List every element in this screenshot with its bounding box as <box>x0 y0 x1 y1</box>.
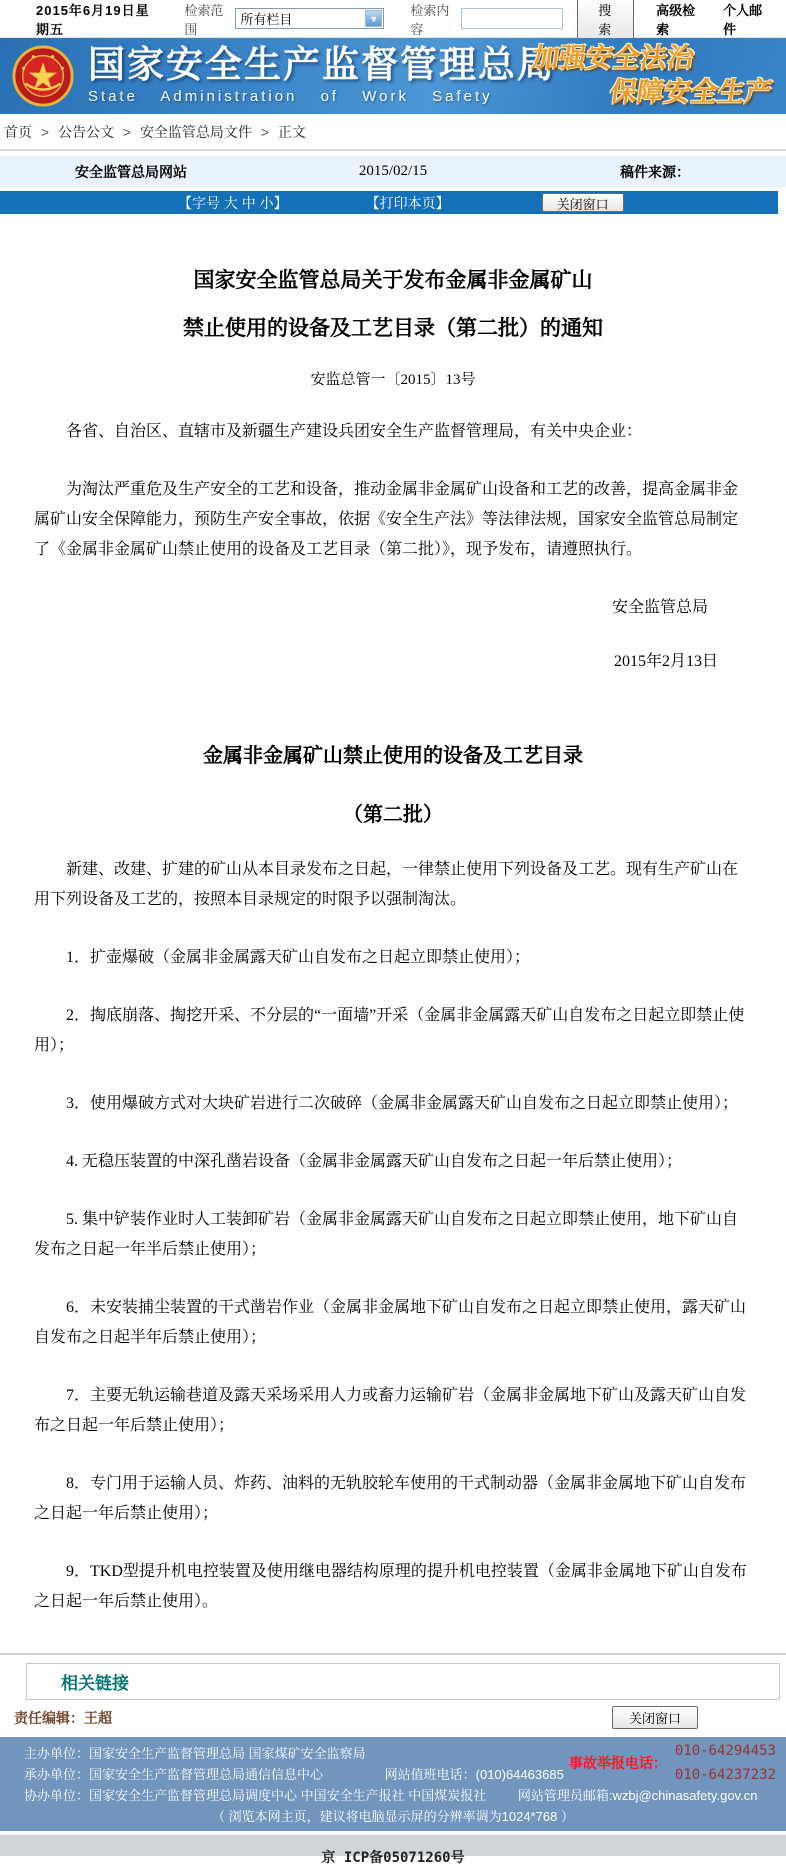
icp-strip <box>0 1835 786 1866</box>
breadcrumb-agency-documents[interactable]: 安全监管总局文件 <box>139 124 252 140</box>
catalog-title: 金属非金属矿山禁止使用的设备及工艺目录 <box>203 745 583 767</box>
footer-duty-phone: 网站值班电话：(010)64463685 <box>384 1767 564 1782</box>
accident-report-label: 事故举报电话： <box>568 1755 667 1771</box>
prohibited-item: 5. 集中铲装作业时人工装卸矿岩（金属非金属露天矿山自发布之日起立即禁止使用，地下矿山自发布之日起一年半后禁止使用）； <box>34 1211 739 1258</box>
accident-report-block <box>569 1739 776 1787</box>
prohibited-item: 1．扩壶爆破（金属非金属露天矿山自发布之日起立即禁止使用）； <box>66 949 531 966</box>
publish-date: 2015/02/15 <box>358 163 428 179</box>
prohibited-items-list <box>34 943 752 1617</box>
breadcrumb-current: 正文 <box>277 124 306 140</box>
banner-slogans <box>530 42 775 110</box>
slogan-line2: 保障安全生产 <box>608 76 775 107</box>
site-footer <box>0 1737 786 1831</box>
document-number: 安监总管一〔2015〕13号 <box>310 372 476 388</box>
article-toolbar <box>0 191 778 214</box>
prohibited-item: 4. 无稳压装置的中深孔凿岩设备（金属非金属露天矿山自发布之日起一年后禁止使用）； <box>66 1153 683 1170</box>
related-links-divider <box>0 1653 786 1655</box>
catalog-subtitle: （第二批） <box>343 804 443 826</box>
accident-report-phone-1: 010-64294453 <box>674 1743 776 1759</box>
related-links-title: 相关链接 <box>61 1674 129 1693</box>
search-scope-select[interactable] <box>235 8 384 29</box>
font-size-control[interactable]: 【字号 大 中 小】 <box>178 194 288 211</box>
slogan-line1: 加强安全法治 <box>530 43 697 73</box>
top-search-bar <box>0 0 786 38</box>
search-button[interactable]: 搜 索 <box>577 0 634 41</box>
article-body <box>0 214 786 1627</box>
site-banner <box>0 38 786 114</box>
breadcrumb-separator: > <box>122 124 132 140</box>
prohibited-item: 6．未安装捕尘装置的干式凿岩作业（金属非金属地下矿山自发布之日起立即禁止使用，露天矿山自发布之日起半年后禁止使用）； <box>34 1299 747 1346</box>
breadcrumb <box>0 114 786 151</box>
footer-undertaker-line: 承办单位：国家安全生产监督管理总局通信信息中心 <box>24 1767 324 1782</box>
site-title-english: State Administration of Work Safety <box>88 88 493 106</box>
article-info-bar <box>0 156 786 187</box>
breadcrumb-home[interactable]: 首页 <box>4 124 32 140</box>
footer-resolution-note: （ 浏览本网主页，建议将电脑显示屏的分辨率调为1024*768 ） <box>212 1809 574 1824</box>
agency-emblem-icon <box>12 45 74 107</box>
article-title-line2: 禁止使用的设备及工艺目录（第二批）的通知 <box>183 316 603 340</box>
search-scope-value: 所有栏目 <box>240 12 293 27</box>
signature-date: 2015年2月13日 <box>613 653 718 670</box>
search-content-input[interactable] <box>461 8 563 29</box>
related-links-box <box>26 1663 780 1700</box>
responsible-editor: 责任编辑：王超 <box>14 1709 112 1726</box>
editor-row <box>0 1700 786 1735</box>
search-content-label: 检索内容 <box>410 2 450 37</box>
site-title: 国家安全生产监督管理总局 <box>88 44 556 86</box>
breadcrumb-announcements[interactable]: 公告公文 <box>57 124 114 140</box>
footer-organizer-line: 主办单位：国家安全生产监督管理总局 国家煤矿安全监察局 <box>24 1746 366 1761</box>
print-page-control[interactable]: 【打印本页】 <box>365 194 450 211</box>
breadcrumb-separator: > <box>40 124 50 140</box>
article-title-line1: 国家安全监管总局关于发布金属非金属矿山 <box>193 268 593 292</box>
close-window-button-bottom[interactable]: 关闭窗口 <box>612 1706 698 1729</box>
manuscript-source-label: 稿件来源： <box>620 163 690 180</box>
prohibited-item: 8．专门用于运输人员、炸药、油料的无轨胶轮车使用的干式制动器（金属非金属地下矿山自发布之日起一年后禁止使用）； <box>34 1475 747 1522</box>
current-date: 2015年6月19日星期五 <box>36 2 150 37</box>
advanced-search-link[interactable]: 高级检索 <box>656 2 696 37</box>
prohibited-item: 7．主要无轨运输巷道及露天采场采用人力或畜力运输矿岩（金属非金属地下矿山及露天矿山自发布之日起一年后禁止使用）； <box>34 1387 747 1434</box>
close-window-button[interactable]: 关闭窗口 <box>542 193 624 212</box>
intro-paragraph: 为淘汰严重危及生产安全的工艺和设备，推动金属非金属矿山设备和工艺的改善，提高金属非金属矿山安全保障能力，预防生产安全事故，依据《安全生产法》等法律法规，国家安全监管总局制定了《金属非金属矿山禁止使用的设备及工艺目录（第二批）》，现予发布，请遵照执行。 <box>34 481 739 558</box>
prohibited-item: 9．TKD型提升机电控装置及使用继电器结构原理的提升机电控装置（金属非金属地下矿山自发布之日起一年后禁止使用）。 <box>34 1563 747 1610</box>
signature: 安全监管总局 <box>611 599 708 616</box>
salutation-paragraph: 各省、自治区、直辖市及新疆生产建设兵团安全生产监督管理局，有关中央企业： <box>66 423 643 440</box>
footer-webmaster-email: 网站管理员邮箱:wzbj@chinasafety.gov.cn <box>517 1788 758 1803</box>
accident-report-phone-2: 010-64237232 <box>674 1767 776 1783</box>
prohibited-item: 2．掏底崩落、掏挖开采、不分层的“一面墙”开采（金属非金属露天矿山自发布之日起立即禁止使用）； <box>34 1007 745 1054</box>
catalog-intro-paragraph: 新建、改建、扩建的矿山从本目录发布之日起，一律禁止使用下列设备及工艺。现有生产矿山在用下列设备及工艺的，按照本目录规定的时限予以强制淘汰。 <box>34 861 739 908</box>
icp-record-number: 京 ICP备05071260号 <box>321 1850 465 1866</box>
chevron-down-icon: ▼ <box>365 10 382 27</box>
footer-coorganizer-line: 协办单位：国家安全生产监督管理总局调度中心 中国安全生产报社 中国煤炭报社 <box>24 1788 487 1803</box>
personal-mail-link[interactable]: 个人邮件 <box>723 2 763 37</box>
prohibited-item: 3．使用爆破方式对大块矿岩进行二次破碎（金属非金属露天矿山自发布之日起立即禁止使用）； <box>66 1095 739 1112</box>
search-scope-label: 检索范围 <box>184 2 224 37</box>
breadcrumb-separator: > <box>260 124 270 140</box>
source-site: 安全监管总局网站 <box>75 163 187 180</box>
